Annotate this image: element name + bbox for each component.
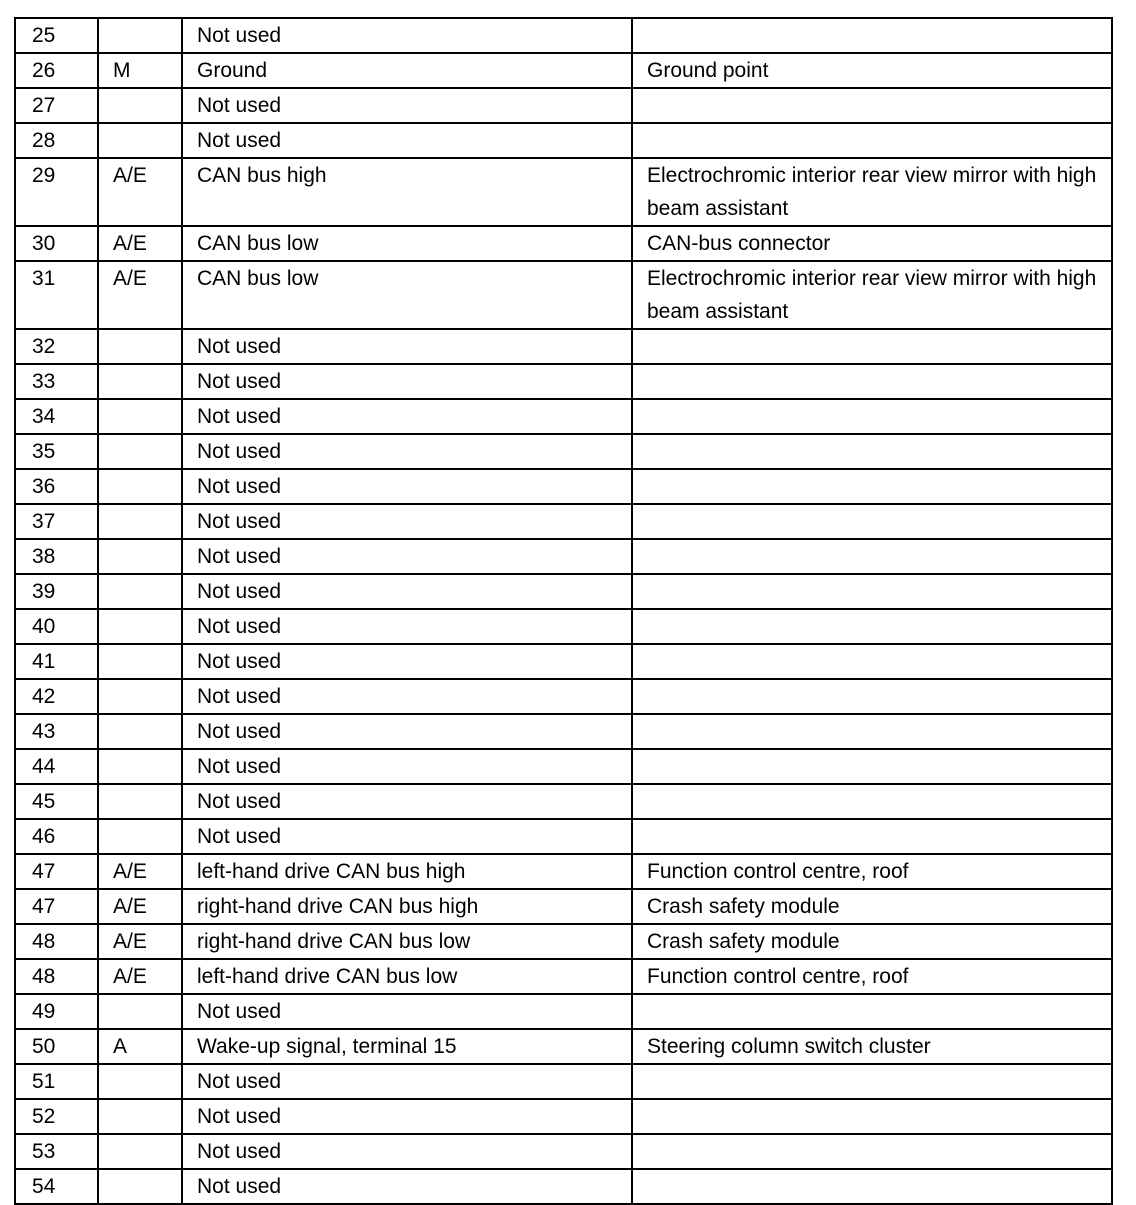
signal-type-cell [98,784,182,819]
table-row [15,88,1112,123]
component-cell: Crash safety module [632,924,1112,959]
table-row [15,679,1112,714]
pin-number-cell: 37 [15,504,98,539]
table-row [15,329,1112,364]
table-row [15,609,1112,644]
table-row [15,1099,1112,1134]
signal-type-cell: A [98,1029,182,1064]
signal-type-cell [98,88,182,123]
pin-number-cell: 48 [15,959,98,994]
function-cell: Not used [182,1169,632,1204]
function-cell: Not used [182,609,632,644]
table-row [15,644,1112,679]
pin-number-cell: 28 [15,123,98,158]
signal-type-cell [98,1064,182,1099]
table-row [15,959,1112,994]
signal-type-cell [98,819,182,854]
function-cell: Not used [182,819,632,854]
table-row [15,1029,1112,1064]
signal-type-cell [98,644,182,679]
pin-number-cell: 36 [15,469,98,504]
component-cell: Electrochromic interior rear view mirror with high beam assistant [632,261,1112,329]
pin-number-cell: 53 [15,1134,98,1169]
function-cell: Not used [182,88,632,123]
component-cell [632,539,1112,574]
component-cell: Crash safety module [632,889,1112,924]
function-cell: Not used [182,539,632,574]
signal-type-cell [98,18,182,53]
function-cell: Not used [182,399,632,434]
function-cell: right-hand drive CAN bus low [182,924,632,959]
table-row [15,819,1112,854]
table-row [15,18,1112,53]
table-row [15,714,1112,749]
table-row [15,854,1112,889]
function-cell: Not used [182,1064,632,1099]
table-row [15,994,1112,1029]
function-cell: left-hand drive CAN bus high [182,854,632,889]
component-cell [632,644,1112,679]
pin-table-body [15,18,1112,1204]
function-cell: Not used [182,644,632,679]
pin-number-cell: 38 [15,539,98,574]
signal-type-cell: A/E [98,889,182,924]
pin-number-cell: 29 [15,158,98,226]
function-cell: Wake-up signal, terminal 15 [182,1029,632,1064]
component-cell [632,994,1112,1029]
signal-type-cell [98,1169,182,1204]
signal-type-cell: A/E [98,158,182,226]
signal-type-cell: A/E [98,924,182,959]
function-cell: CAN bus low [182,226,632,261]
pin-number-cell: 50 [15,1029,98,1064]
component-cell [632,399,1112,434]
component-cell [632,18,1112,53]
pin-number-cell: 47 [15,854,98,889]
signal-type-cell [98,749,182,784]
pin-assignment-table [14,17,1113,1205]
pin-number-cell: 43 [15,714,98,749]
function-cell: Not used [182,679,632,714]
pin-number-cell: 46 [15,819,98,854]
signal-type-cell [98,609,182,644]
function-cell: Not used [182,469,632,504]
component-cell [632,88,1112,123]
table-row [15,1064,1112,1099]
function-cell: CAN bus low [182,261,632,329]
pin-number-cell: 42 [15,679,98,714]
component-cell [632,329,1112,364]
pin-number-cell: 26 [15,53,98,88]
component-cell: Electrochromic interior rear view mirror with high beam assistant [632,158,1112,226]
component-cell [632,609,1112,644]
pin-number-cell: 47 [15,889,98,924]
component-cell [632,1064,1112,1099]
signal-type-cell [98,364,182,399]
signal-type-cell: A/E [98,959,182,994]
component-cell [632,574,1112,609]
component-cell [632,1134,1112,1169]
function-cell: Not used [182,18,632,53]
component-cell: CAN-bus connector [632,226,1112,261]
pin-number-cell: 25 [15,18,98,53]
table-row [15,924,1112,959]
pin-number-cell: 32 [15,329,98,364]
function-cell: Not used [182,364,632,399]
pin-number-cell: 41 [15,644,98,679]
table-row [15,784,1112,819]
function-cell: Not used [182,749,632,784]
component-cell [632,123,1112,158]
signal-type-cell [98,679,182,714]
pin-number-cell: 51 [15,1064,98,1099]
component-cell [632,1099,1112,1134]
pin-number-cell: 54 [15,1169,98,1204]
table-row [15,539,1112,574]
signal-type-cell [98,123,182,158]
pin-number-cell: 40 [15,609,98,644]
component-cell: Steering column switch cluster [632,1029,1112,1064]
function-cell: Not used [182,1099,632,1134]
component-cell [632,434,1112,469]
component-cell [632,819,1112,854]
signal-type-cell [98,994,182,1029]
component-cell [632,714,1112,749]
table-row [15,226,1112,261]
table-row [15,749,1112,784]
table-row [15,469,1112,504]
table-row [15,504,1112,539]
component-cell: Function control centre, roof [632,959,1112,994]
pin-number-cell: 44 [15,749,98,784]
signal-type-cell [98,329,182,364]
table-row [15,53,1112,88]
table-row [15,158,1112,226]
function-cell: Not used [182,504,632,539]
signal-type-cell [98,714,182,749]
table-row [15,399,1112,434]
component-cell [632,749,1112,784]
table-row [15,434,1112,469]
component-cell: Ground point [632,53,1112,88]
component-cell [632,504,1112,539]
signal-type-cell [98,399,182,434]
pin-number-cell: 45 [15,784,98,819]
component-cell [632,784,1112,819]
table-row [15,123,1112,158]
signal-type-cell [98,504,182,539]
function-cell: left-hand drive CAN bus low [182,959,632,994]
pin-number-cell: 39 [15,574,98,609]
table-row [15,364,1112,399]
pin-number-cell: 33 [15,364,98,399]
pin-number-cell: 31 [15,261,98,329]
function-cell: Not used [182,1134,632,1169]
signal-type-cell [98,1099,182,1134]
component-cell: Function control centre, roof [632,854,1112,889]
function-cell: Not used [182,784,632,819]
function-cell: Ground [182,53,632,88]
signal-type-cell: M [98,53,182,88]
pin-number-cell: 52 [15,1099,98,1134]
signal-type-cell [98,1134,182,1169]
pin-number-cell: 34 [15,399,98,434]
table-row [15,889,1112,924]
table-row [15,574,1112,609]
component-cell [632,1169,1112,1204]
signal-type-cell [98,539,182,574]
table-row [15,1169,1112,1204]
table-row [15,261,1112,329]
function-cell: Not used [182,434,632,469]
pin-number-cell: 35 [15,434,98,469]
component-cell [632,469,1112,504]
pin-number-cell: 48 [15,924,98,959]
signal-type-cell: A/E [98,226,182,261]
signal-type-cell: A/E [98,854,182,889]
table-row [15,1134,1112,1169]
function-cell: CAN bus high [182,158,632,226]
function-cell: Not used [182,123,632,158]
function-cell: right-hand drive CAN bus high [182,889,632,924]
signal-type-cell: A/E [98,261,182,329]
function-cell: Not used [182,714,632,749]
function-cell: Not used [182,574,632,609]
signal-type-cell [98,434,182,469]
function-cell: Not used [182,994,632,1029]
pin-number-cell: 49 [15,994,98,1029]
pin-number-cell: 27 [15,88,98,123]
pin-number-cell: 30 [15,226,98,261]
signal-type-cell [98,574,182,609]
function-cell: Not used [182,329,632,364]
component-cell [632,679,1112,714]
signal-type-cell [98,469,182,504]
component-cell [632,364,1112,399]
